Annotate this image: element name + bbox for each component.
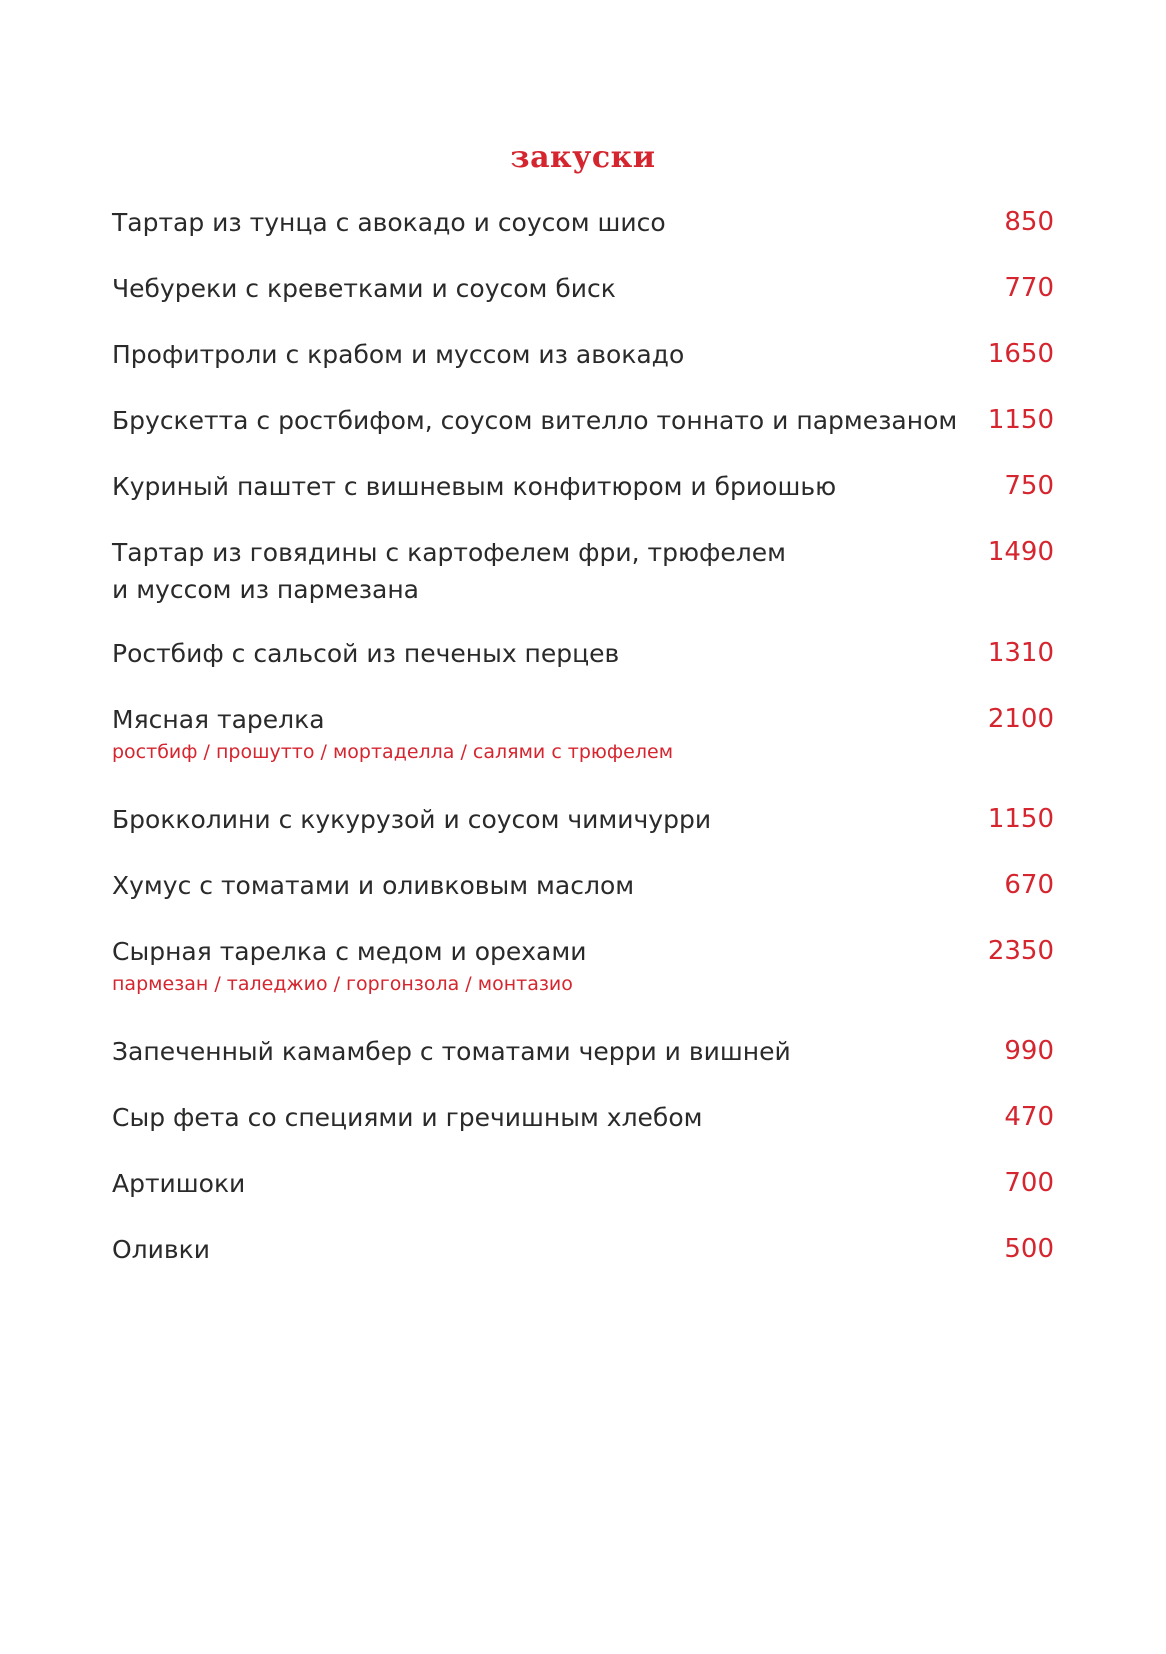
item-name-line: Ростбиф с сальсой из печеных перцев	[112, 639, 620, 668]
item-name-line: Мясная тарелка	[112, 705, 325, 734]
item-name-line: Тартар из говядины с картофелем фри, трюфелем	[112, 538, 787, 567]
item-price: 470	[1004, 1102, 1054, 1132]
item-price: 700	[1004, 1168, 1054, 1198]
section-title: закуски	[510, 140, 656, 176]
item-name-line: Сыр фета со специями и гречишным хлебом	[112, 1103, 703, 1132]
item-name-line: Чебуреки с креветками и соусом биск	[112, 274, 616, 303]
item-price: 1150	[987, 804, 1054, 834]
item-name	[112, 534, 942, 608]
item-name	[112, 336, 942, 373]
item-price: 1310	[987, 638, 1054, 668]
item-name	[112, 701, 942, 738]
item-subtitle: ростбиф / прошутто / мортаделла / салями с трюфелем	[112, 741, 674, 763]
item-name-line: и муссом из пармезана	[112, 575, 419, 604]
item-name-line: Куриный паштет с вишневым конфитюром и бриошью	[112, 472, 837, 501]
item-name-line: Хумус с томатами и оливковым маслом	[112, 871, 635, 900]
item-name	[112, 1099, 942, 1136]
item-name-line: Артишоки	[112, 1169, 246, 1198]
item-name	[112, 204, 942, 241]
item-subtitle: пармезан / таледжио / горгонзола / монтазио	[112, 973, 573, 995]
item-name-line: Сырная тарелка с медом и орехами	[112, 937, 587, 966]
item-name-line: Брокколини с кукурузой и соусом чимичурри	[112, 805, 712, 834]
item-name	[112, 1033, 942, 1070]
item-name-line: Профитроли с крабом и муссом из авокадо	[112, 340, 685, 369]
item-price: 2350	[987, 936, 1054, 966]
item-price: 770	[1004, 273, 1054, 303]
item-name	[112, 933, 942, 970]
item-name	[112, 1231, 942, 1268]
item-price: 1650	[987, 339, 1054, 369]
item-name	[112, 468, 942, 505]
item-name	[112, 402, 958, 439]
item-name	[112, 635, 942, 672]
item-name	[112, 801, 942, 838]
item-price: 750	[1004, 471, 1054, 501]
item-name	[112, 1165, 942, 1202]
item-price: 670	[1004, 870, 1054, 900]
item-name-line: Тартар из тунца с авокадо и соусом шисо	[112, 208, 666, 237]
item-price: 500	[1004, 1234, 1054, 1264]
item-name	[112, 270, 942, 307]
item-name	[112, 867, 942, 904]
item-price: 1150	[987, 405, 1054, 435]
item-name-line: Оливки	[112, 1235, 210, 1264]
item-price: 2100	[987, 704, 1054, 734]
item-price: 990	[1004, 1036, 1054, 1066]
item-name-line: Запеченный камамбер с томатами черри и вишней	[112, 1037, 791, 1066]
item-price: 1490	[987, 537, 1054, 567]
item-price: 850	[1004, 207, 1054, 237]
item-name-line: Брускетта с ростбифом, соусом вителло тоннато и пармезаном	[112, 406, 958, 435]
